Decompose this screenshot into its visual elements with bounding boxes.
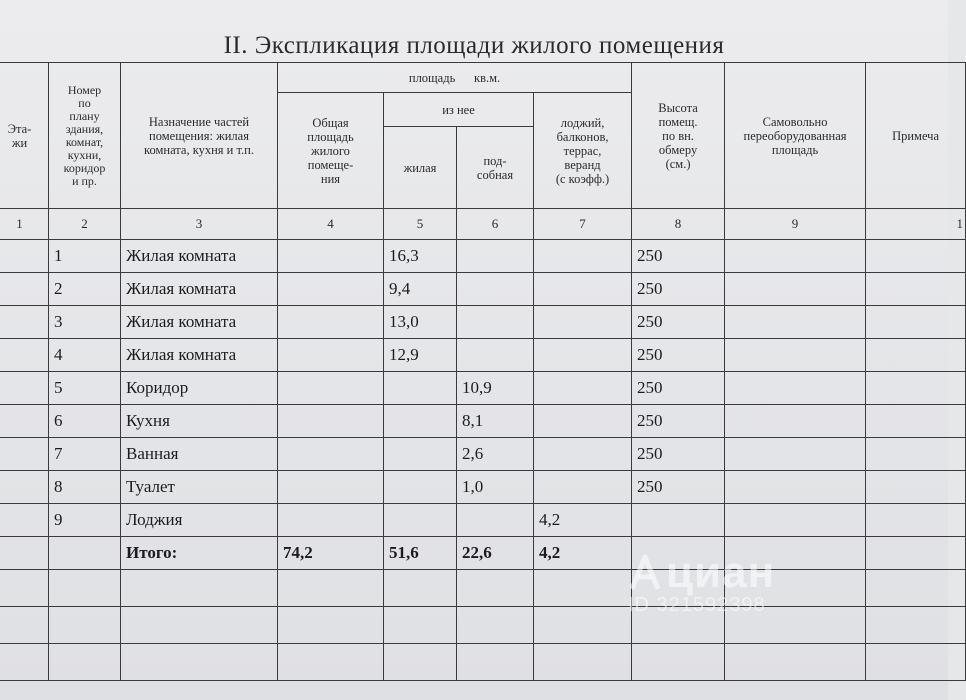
loggia-area	[534, 339, 632, 372]
total-area	[278, 339, 384, 372]
total-area	[278, 240, 384, 273]
aux-area	[457, 339, 534, 372]
total-area	[278, 438, 384, 471]
empty-row	[0, 607, 966, 644]
living-area	[384, 471, 457, 504]
aux-area: 8,1	[457, 405, 534, 438]
header-purpose: Назначение частей помещения: жилая комната, кухня и т.п.	[121, 63, 278, 209]
explication-table	[0, 62, 966, 681]
loggia-area	[534, 471, 632, 504]
header-loggia-area: лоджий, балконов, террас, веранд (с коэфф.)	[534, 93, 632, 209]
room-height: 250	[632, 471, 725, 504]
room-height: 250	[632, 438, 725, 471]
room-number: 3	[49, 306, 121, 339]
header-plan-number: Номер по плану здания, комнат, кухни, коридор и пр.	[49, 63, 121, 209]
column-number: 9	[725, 209, 866, 240]
room-name: Жилая комната	[121, 273, 278, 306]
loggia-area	[534, 372, 632, 405]
room-height	[632, 504, 725, 537]
room-name: Ванная	[121, 438, 278, 471]
column-number: 5	[384, 209, 457, 240]
header-floor: Эта- жи	[0, 63, 49, 209]
column-number: 6	[457, 209, 534, 240]
column-number: 1	[0, 209, 49, 240]
table-row	[0, 372, 966, 405]
column-number-row	[0, 209, 966, 240]
room-number: 7	[49, 438, 121, 471]
living-area: 16,3	[384, 240, 457, 273]
column-number: 4	[278, 209, 384, 240]
totals-loggia-area: 4,2	[534, 537, 632, 570]
total-area	[278, 405, 384, 438]
loggia-area	[534, 273, 632, 306]
empty-row	[0, 644, 966, 681]
aux-area: 1,0	[457, 471, 534, 504]
header-area-group: площадь кв.м.	[278, 63, 632, 93]
table-row	[0, 471, 966, 504]
room-height: 250	[632, 372, 725, 405]
room-name: Кухня	[121, 405, 278, 438]
total-area	[278, 504, 384, 537]
room-number: 4	[49, 339, 121, 372]
table-row	[0, 339, 966, 372]
room-height: 250	[632, 273, 725, 306]
loggia-area	[534, 405, 632, 438]
room-name: Туалет	[121, 471, 278, 504]
table-row	[0, 438, 966, 471]
table-row	[0, 504, 966, 537]
header-notes: Примеча	[866, 63, 966, 209]
living-area	[384, 438, 457, 471]
room-height: 250	[632, 240, 725, 273]
total-area	[278, 372, 384, 405]
table-row	[0, 273, 966, 306]
room-name: Лоджия	[121, 504, 278, 537]
aux-area	[457, 504, 534, 537]
header-unauthorized-area: Самовольно переоборудованная площадь	[725, 63, 866, 209]
room-number: 2	[49, 273, 121, 306]
living-area: 12,9	[384, 339, 457, 372]
room-number: 8	[49, 471, 121, 504]
living-area: 13,0	[384, 306, 457, 339]
document-title: II. Экспликация площади жилого помещения	[223, 32, 725, 59]
living-area	[384, 504, 457, 537]
totals-aux-area: 22,6	[457, 537, 534, 570]
column-number: 2	[49, 209, 121, 240]
column-number: 7	[534, 209, 632, 240]
aux-area	[457, 240, 534, 273]
room-number: 6	[49, 405, 121, 438]
living-area	[384, 405, 457, 438]
room-name: Коридор	[121, 372, 278, 405]
header-row-1	[0, 63, 966, 93]
room-name: Жилая комната	[121, 339, 278, 372]
watermark-id: ID 321592398	[628, 594, 766, 616]
totals-label: Итого:	[121, 537, 278, 570]
totals-total-area: 74,2	[278, 537, 384, 570]
room-height: 250	[632, 405, 725, 438]
loggia-area	[534, 306, 632, 339]
header-total-area: Общая площадь жилого помеще- ния	[278, 93, 384, 209]
table-row	[0, 306, 966, 339]
room-height: 250	[632, 306, 725, 339]
table-row	[0, 405, 966, 438]
total-area	[278, 306, 384, 339]
room-number: 5	[49, 372, 121, 405]
header-living-area: жилая	[384, 127, 457, 209]
totals-row	[0, 537, 966, 570]
table-row	[0, 240, 966, 273]
column-number: 8	[632, 209, 725, 240]
room-height: 250	[632, 339, 725, 372]
room-name: Жилая комната	[121, 240, 278, 273]
loggia-area: 4,2	[534, 504, 632, 537]
watermark-brand: циан	[666, 548, 776, 597]
header-height: Высота помещ. по вн. обмеру (см.)	[632, 63, 725, 209]
aux-area	[457, 306, 534, 339]
loggia-area	[534, 240, 632, 273]
total-area	[278, 471, 384, 504]
aux-area	[457, 273, 534, 306]
living-area: 9,4	[384, 273, 457, 306]
aux-area: 2,6	[457, 438, 534, 471]
room-name: Жилая комната	[121, 306, 278, 339]
total-area	[278, 273, 384, 306]
header-aux-area: под- собная	[457, 127, 534, 209]
column-number: 3	[121, 209, 278, 240]
column-number: 1	[866, 209, 966, 240]
room-number: 1	[49, 240, 121, 273]
empty-row	[0, 570, 966, 607]
totals-living-area: 51,6	[384, 537, 457, 570]
header-of-which: из нее	[384, 93, 534, 127]
aux-area: 10,9	[457, 372, 534, 405]
living-area	[384, 372, 457, 405]
room-number: 9	[49, 504, 121, 537]
loggia-area	[534, 438, 632, 471]
